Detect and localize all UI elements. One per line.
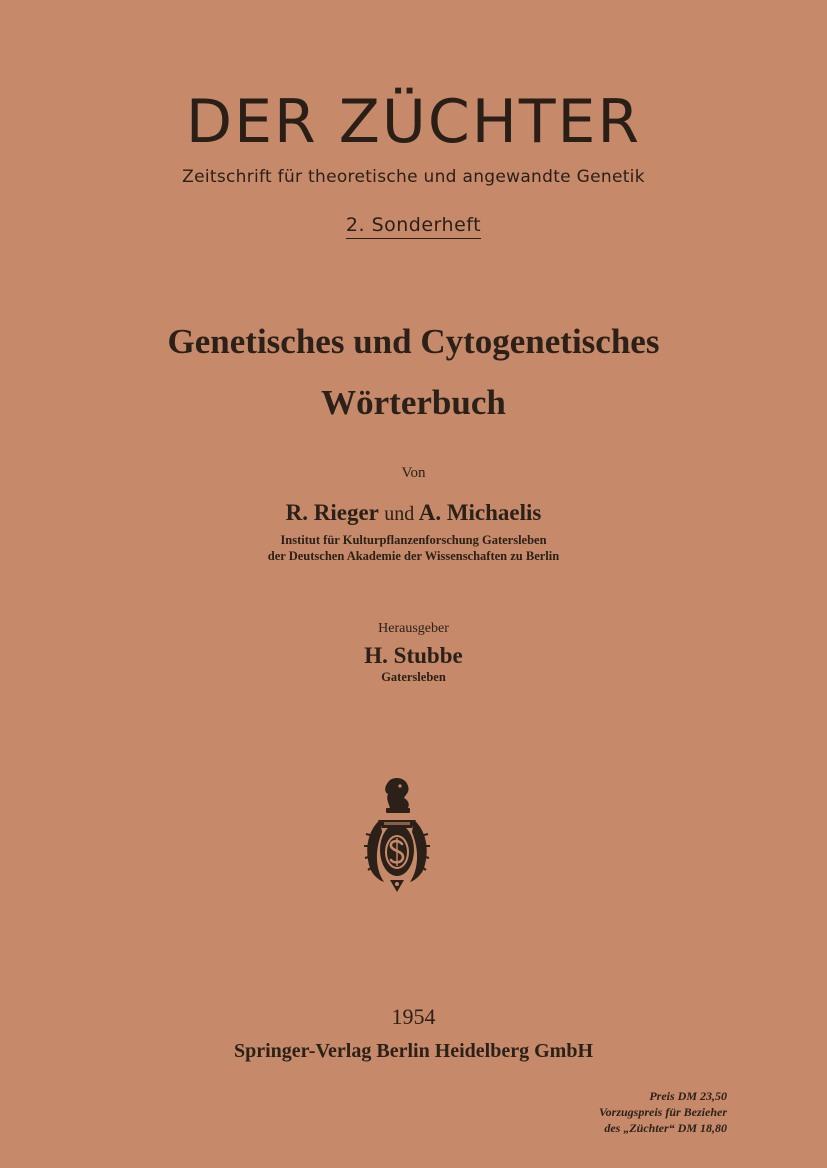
authors-line: [0, 500, 827, 526]
special-issue-label: 2. Sonderheft: [346, 214, 481, 239]
author-1: R. Rieger: [285, 500, 379, 525]
price-line-3: des „Züchter“ DM 18,80: [604, 1121, 727, 1135]
springer-knight-emblem-icon: [360, 776, 434, 896]
editor-label: Herausgeber: [378, 621, 449, 636]
affiliation-line-2: der Deutschen Akademie der Wissenschaften zu Berlin: [267, 549, 560, 563]
price-line-2: Vorzugspreis für Bezieher: [598, 1105, 727, 1119]
author-2: A. Michaelis: [418, 500, 542, 525]
book-title-line-1: Genetisches und Cytogenetisches: [167, 322, 660, 361]
editor-name: H. Stubbe: [364, 643, 463, 668]
book-title-line-2: Wörterbuch: [321, 383, 506, 422]
affiliation-line-1: Institut für Kulturpflanzenforschung Gatersleben: [280, 533, 547, 547]
journal-title: DER ZÜCHTER: [185, 87, 642, 157]
price-line-1: Preis DM 23,50: [649, 1089, 727, 1103]
issue-container: [0, 214, 827, 239]
publisher-name: Springer-Verlag Berlin Heidelberg GmbH: [233, 1040, 594, 1062]
by-label: Von: [401, 465, 426, 481]
editor-place: Gatersleben: [381, 670, 446, 684]
publication-year: 1954: [391, 1004, 436, 1029]
author-conjunction: und: [384, 503, 415, 525]
journal-subtitle: Zeitschrift für theoretische und angewandte Genetik: [182, 167, 645, 187]
